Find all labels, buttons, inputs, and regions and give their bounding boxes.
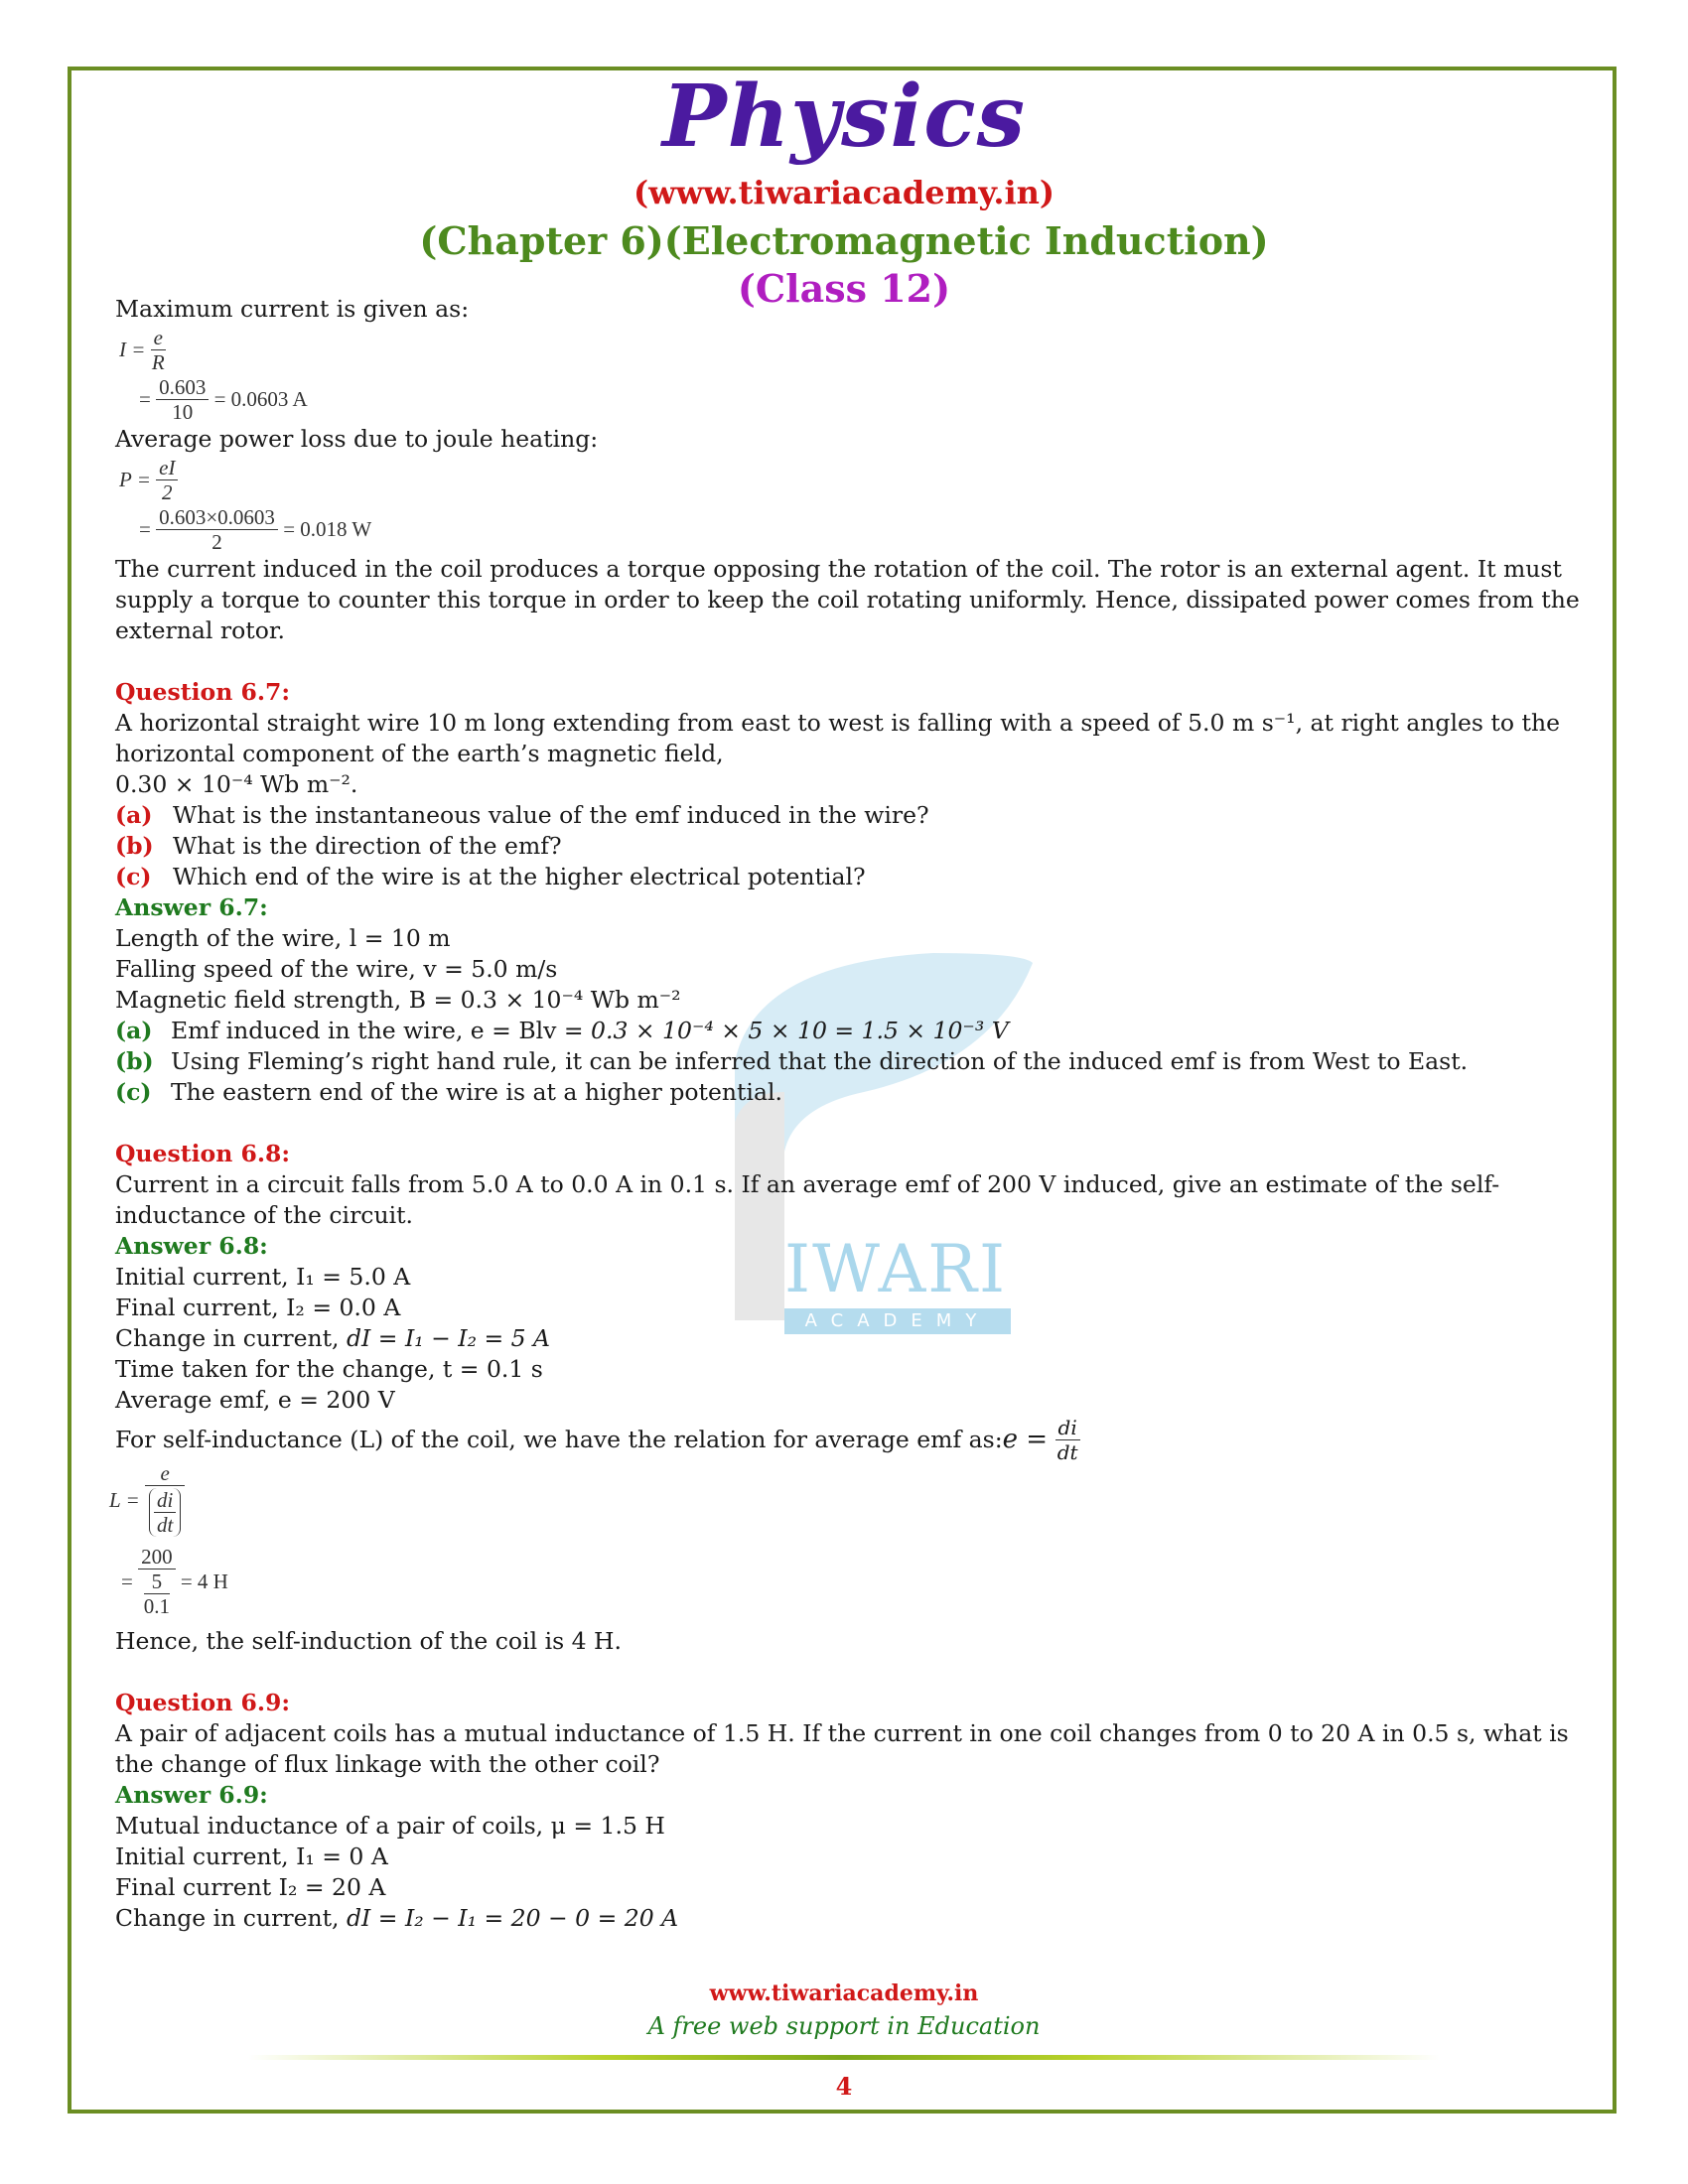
answer-line: Time taken for the change, t = 0.1 s [115,1355,543,1383]
torque-paragraph: The current induced in the coil produces a torque opposing the rotation of the coil. The rotor is an external agent. It must supply a torque to counter this torque in order to keep the coil rotating uniformly. Hence, dissipated power comes from the external rotor. [115,555,1580,644]
answer-option [115,1077,1585,1108]
question-label: Question 6.9: [115,1689,291,1716]
answer-line: Initial current, I₁ = 5.0 A [115,1263,411,1291]
result: = 4 H [180,1569,228,1593]
question-label: Question 6.7: [115,678,291,706]
question-label: Question 6.8: [115,1140,291,1167]
denominator: 2 [162,479,173,504]
option-text: Using Fleming’s right hand rule, it can be inferred that the direction of the induced emf is from West to East. [171,1047,1469,1075]
option-letter: (b) [115,832,154,860]
numerator: di [1055,1416,1080,1440]
fraction [145,1461,185,1539]
fraction [138,1545,176,1618]
option-letter: (a) [115,801,153,829]
answer-line: Mutual inductance of a pair of coils, μ = 1.5 H [115,1812,665,1840]
numerator: 200 [138,1545,176,1570]
denominator [138,1570,176,1618]
answer-line: Magnetic field strength, B = 0.3 × 10⁻⁴ Wb m⁻² [115,986,681,1014]
max-current-text: Maximum current is given as: [115,295,470,323]
formula-lhs: P = [119,467,151,491]
answer-line [115,1323,1585,1354]
answer-text: Change in current, [115,1324,347,1352]
answer-math: dI = I₁ − I₂ = 5 A [347,1324,551,1352]
footer-divider [248,2055,1440,2060]
answer-option [115,1016,1585,1046]
denominator: R [151,349,165,374]
answer-line: Length of the wire, l = 10 m [115,924,451,952]
question-text: A horizontal straight wire 10 m long extending from east to west is falling with a speed of 5.0 m s⁻¹, at right angles to the horizontal component of the earth’s magnetic field, [115,709,1560,767]
answer-line: Falling speed of the wire, v = 5.0 m/s [115,955,558,983]
fraction [151,326,166,374]
question-option [115,862,1585,892]
fraction [1055,1416,1080,1464]
fraction [156,456,178,504]
formula-power: P = $\frac{eI}{2}$ = $\frac{0.603\times 0.0603}{2}$ = 0.018 W [119,455,372,554]
answer-math: dI = I₂ − I₁ = 20 − 0 = 20 A [347,1904,679,1932]
inner-fraction [144,1570,170,1618]
option-letter: (b) [115,1047,154,1075]
answer-label: Answer 6.7: [115,893,268,921]
fraction [156,505,278,554]
page-number: 4 [835,2072,853,2101]
watermark-subtext: ACADEMY [784,1308,1011,1334]
answer-option [115,1046,1585,1077]
answer-conclusion: Hence, the self-induction of the coil is 4 H. [115,1627,623,1655]
question-text: Current in a circuit falls from 5.0 A to 0.0 A in 0.1 s. If an average emf of 200 V induced, give an estimate of the self-inductance of the circuit. [115,1170,1500,1229]
option-text: What is the direction of the emf? [173,832,562,860]
answer-label: Answer 6.8: [115,1232,268,1260]
option-text: Which end of the wire is at the higher electrical potential? [173,863,866,890]
numerator: eI [156,456,178,480]
question-text: A pair of adjacent coils has a mutual inductance of 1.5 H. If the current in one coil changes from 0 to 20 A in 0.5 s, what is the change of flux linkage with the other coil? [115,1719,1569,1778]
numerator: 0.603×0.0603 [156,505,278,530]
footer-site-link[interactable]: www.tiwariacademy.in [709,1980,979,2006]
option-letter: (c) [115,1078,152,1106]
denominator: 0.1 [143,1594,170,1618]
inner-fraction [149,1488,181,1537]
result: = 0.0603 A [213,386,308,411]
page-header [0,68,1688,312]
formula-inductance: L = $\frac{e}{\frac{di}{dt}}$ = $\frac{200}{\frac{5}{0.1}}$ = 4 H [109,1461,228,1618]
denominator: dt [1056,1439,1078,1464]
answer-line [115,1903,1585,1934]
answer-line: Initial current, I₁ = 0 A [115,1843,388,1870]
numerator: 0.603 [156,375,209,400]
numerator: e [145,1461,185,1486]
question-option [115,800,1585,831]
answer-line: Final current, I₂ = 0.0 A [115,1294,401,1321]
denominator: dt [156,1513,174,1537]
denominator: 2 [211,529,222,554]
numerator: 5 [144,1570,170,1594]
formula-lhs: I = [119,337,146,361]
subject-title: Physics [661,67,1027,167]
answer-math: e = [1002,1424,1049,1454]
option-text: Emf induced in the wire, e = Blv = [171,1017,592,1044]
answer-line: Final current I₂ = 20 A [115,1873,386,1901]
answer-line: Average emf, e = 200 V [115,1386,395,1414]
page-footer [0,1978,1688,2102]
page-content [109,294,1585,1934]
header-site-link[interactable]: (www.tiwariacademy.in) [633,174,1055,211]
answer-text: Change in current, [115,1904,347,1932]
option-text: The eastern end of the wire is at a higher potential. [171,1078,782,1106]
formula-lhs: L = [109,1487,140,1512]
watermark-text: IWARI [784,1231,1008,1307]
result: = 0.018 W [283,516,372,541]
option-letter: (c) [115,863,152,890]
denominator [145,1486,185,1539]
denominator: 10 [172,399,194,424]
answer-label: Answer 6.9: [115,1781,268,1809]
option-letter: (a) [115,1017,153,1044]
answer-text: For self-inductance (L) of the coil, we have the relation for average emf as: [115,1425,1003,1453]
option-math: 0.3 × 10⁻⁴ × 5 × 10 = 1.5 × 10⁻³ V [591,1017,1009,1044]
question-field: 0.30 × 10⁻⁴ Wb m⁻². [115,770,358,798]
fraction [156,375,209,424]
formula-current: I = $\frac{e}{R}$ = $\frac{0.603}{10}$ = 0.0603 A [119,325,308,424]
answer-line [115,1416,1585,1463]
question-option [115,831,1585,862]
chapter-title: (Chapter 6)(Electromagnetic Induction) [419,218,1269,263]
numerator: e [151,326,166,350]
numerator: di [154,1488,176,1513]
class-label: (Class 12) [737,266,951,311]
avg-power-text: Average power loss due to joule heating: [115,425,599,453]
footer-tagline: A free web support in Education [647,2012,1041,2040]
option-text: What is the instantaneous value of the emf induced in the wire? [173,801,929,829]
